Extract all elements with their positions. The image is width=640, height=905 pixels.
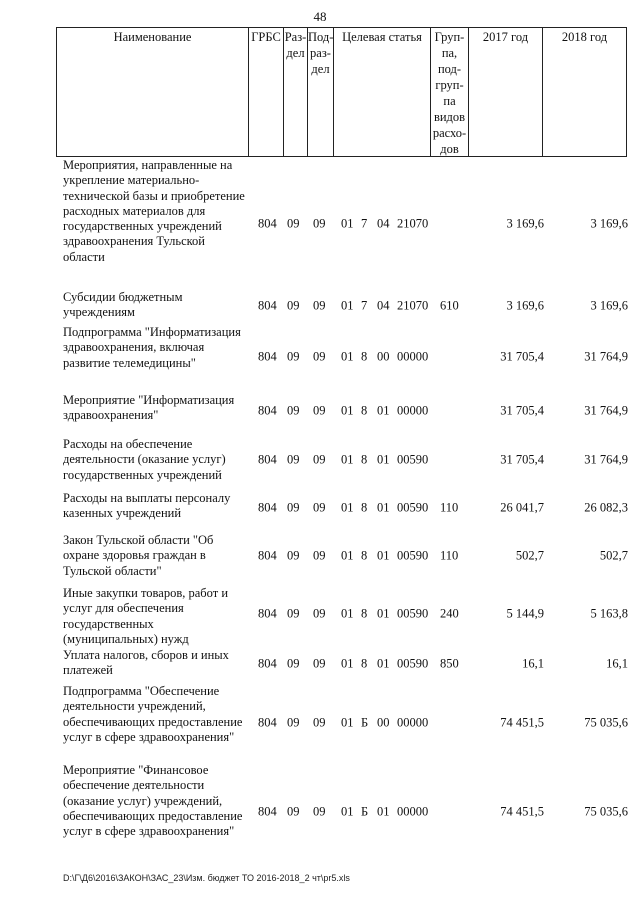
cell-t3: 01 [377,655,390,670]
cell-grbs: 804 [258,348,277,363]
row-name: Закон Тульской области "Об охране здоровья граждан в Тульской области" [63,533,214,578]
cell-y18: 31 764,9 [584,452,628,467]
cell-y17: 16,1 [522,655,544,670]
cell-podr: 09 [313,548,326,563]
page-number: 48 [313,9,327,24]
cell-vr: 610 [440,298,459,313]
cell-t4: 21070 [397,215,429,230]
cell-t4: 00000 [397,348,429,363]
row-name: Иные закупки товаров, работ и услуг для обеспечения государственных (муниципальных) нужд [63,586,229,646]
cell-t2: Б [361,803,369,818]
cell-podr: 09 [313,605,326,620]
row-name: Субсидии бюджетным учреждениям [63,290,183,320]
cell-y18: 502,7 [599,548,628,563]
cell-t4: 00590 [397,452,429,467]
table-row [0,437,640,483]
header-celevaya-statya: Целевая статья [333,28,430,156]
cell-grbs: 804 [258,215,277,230]
cell-t1: 01 [341,403,354,418]
row-name: Уплата налогов, сборов и иных платежей [63,648,229,678]
table-row [0,325,640,388]
cell-t1: 01 [341,655,354,670]
table-row [0,586,640,646]
cell-t3: 01 [377,500,390,515]
cell-podr: 09 [313,655,326,670]
cell-grbs: 804 [258,452,277,467]
cell-grbs: 804 [258,655,277,670]
table-row [0,491,640,525]
cell-podr: 09 [313,403,326,418]
cell-t3: 01 [377,403,390,418]
table-row [0,290,640,322]
cell-razd: 09 [287,655,300,670]
cell-t4: 00590 [397,605,429,620]
cell-y17: 74 451,5 [500,803,544,818]
table-row [0,684,640,761]
table-row [0,533,640,579]
cell-t4: 00000 [397,714,429,729]
cell-t4: 00000 [397,803,429,818]
cell-t3: 01 [377,548,390,563]
cell-y18: 75 035,6 [584,714,628,729]
header-name: Наименование [56,28,248,156]
row-name: Мероприятие "Информатизация здравоохранения" [63,393,235,423]
cell-podr: 09 [313,500,326,515]
cell-podr: 09 [313,452,326,467]
cell-razd: 09 [287,403,300,418]
header-2017: 2017 год [468,28,542,156]
cell-podr: 09 [313,298,326,313]
cell-y18: 3 169,6 [590,298,628,313]
cell-y18: 31 764,9 [584,348,628,363]
cell-t1: 01 [341,803,354,818]
cell-t2: 8 [361,403,368,418]
cell-razd: 09 [287,803,300,818]
cell-vr: 110 [440,500,459,515]
cell-t2: 7 [361,298,368,313]
cell-grbs: 804 [258,714,277,729]
header-grbs: ГРБС [248,28,283,156]
cell-y18: 26 082,3 [584,500,628,515]
cell-t3: 00 [377,714,390,729]
cell-t2: Б [361,714,369,729]
row-name: Расходы на обеспечение деятельности (оказание услуг) государственных учреждений [63,437,226,482]
cell-t4: 00000 [397,403,429,418]
cell-t2: 8 [361,348,368,363]
cell-vr: 240 [440,605,459,620]
cell-t4: 00590 [397,548,429,563]
cell-y17: 26 041,7 [500,500,544,515]
cell-razd: 09 [287,452,300,467]
cell-grbs: 804 [258,403,277,418]
cell-grbs: 804 [258,548,277,563]
table-header [56,27,627,157]
cell-t1: 01 [341,714,354,729]
cell-t4: 21070 [397,298,429,313]
cell-razd: 09 [287,605,300,620]
cell-razd: 09 [287,500,300,515]
cell-y18: 31 764,9 [584,403,628,418]
cell-y18: 3 169,6 [590,215,628,230]
cell-grbs: 804 [258,605,277,620]
cell-t2: 8 [361,452,368,467]
cell-razd: 09 [287,215,300,230]
cell-t1: 01 [341,500,354,515]
cell-razd: 09 [287,548,300,563]
cell-y18: 16,1 [606,655,628,670]
table-row [0,763,640,860]
cell-podr: 09 [313,215,326,230]
cell-t1: 01 [341,605,354,620]
table-row [0,393,640,429]
cell-podr: 09 [313,714,326,729]
cell-t2: 8 [361,548,368,563]
cell-y18: 75 035,6 [584,803,628,818]
cell-y17: 3 169,6 [506,298,544,313]
cell-t1: 01 [341,452,354,467]
cell-y17: 31 705,4 [500,403,544,418]
cell-t4: 00590 [397,655,429,670]
header-razdel: Раз- дел [283,28,307,156]
header-podrazdel: Под- раз- дел [307,28,333,156]
cell-t3: 01 [377,803,390,818]
cell-t4: 00590 [397,500,429,515]
cell-t2: 8 [361,500,368,515]
file-path-footer: D:\Г\Д6\2016\ЗАКОН\ЗАС_23\Изм. бюджет ТО 2016-2018_2 чт\pr5.xls [63,873,350,883]
cell-razd: 09 [287,348,300,363]
cell-podr: 09 [313,348,326,363]
cell-y17: 31 705,4 [500,348,544,363]
row-name: Мероприятие "Финансовое обеспечение деятельности (оказание услуг) учреждений, обеспечивающих предоставление услуг в сфере здравоохранения" [63,763,243,839]
cell-t2: 7 [361,215,368,230]
row-name: Расходы на выплаты персоналу казенных учреждений [63,491,231,521]
cell-y17: 3 169,6 [506,215,544,230]
cell-t2: 8 [361,605,368,620]
cell-t1: 01 [341,298,354,313]
cell-razd: 09 [287,298,300,313]
cell-y17: 74 451,5 [500,714,544,729]
table-row [0,158,640,289]
cell-t3: 01 [377,605,390,620]
row-name: Подпрограмма "Информатизация здравоохранения, включая развитие телемедицины" [63,325,241,370]
cell-grbs: 804 [258,803,277,818]
cell-t2: 8 [361,655,368,670]
cell-vr: 850 [440,655,459,670]
cell-t3: 00 [377,348,390,363]
header-2018: 2018 год [542,28,627,156]
cell-t3: 04 [377,298,390,313]
cell-grbs: 804 [258,298,277,313]
table-row [0,648,640,679]
cell-t3: 01 [377,452,390,467]
cell-t1: 01 [341,215,354,230]
row-name: Мероприятия, направленные на укрепление материально-технической базы и приобретение расходных материалов для государственных учреждений здравоохранения Тульской области [63,158,245,264]
cell-y18: 5 163,8 [590,605,628,620]
cell-razd: 09 [287,714,300,729]
cell-y17: 502,7 [515,548,544,563]
cell-grbs: 804 [258,500,277,515]
row-name: Подпрограмма "Обеспечение деятельности учреждений, обеспечивающих предоставление услуг в сфере здравоохранения" [63,684,243,744]
cell-t1: 01 [341,548,354,563]
cell-y17: 5 144,9 [506,605,544,620]
cell-podr: 09 [313,803,326,818]
cell-y17: 31 705,4 [500,452,544,467]
cell-t3: 04 [377,215,390,230]
cell-vr: 110 [440,548,459,563]
cell-t1: 01 [341,348,354,363]
header-gruppa: Груп- па, под- груп- па видов расхо- дов [430,28,468,156]
